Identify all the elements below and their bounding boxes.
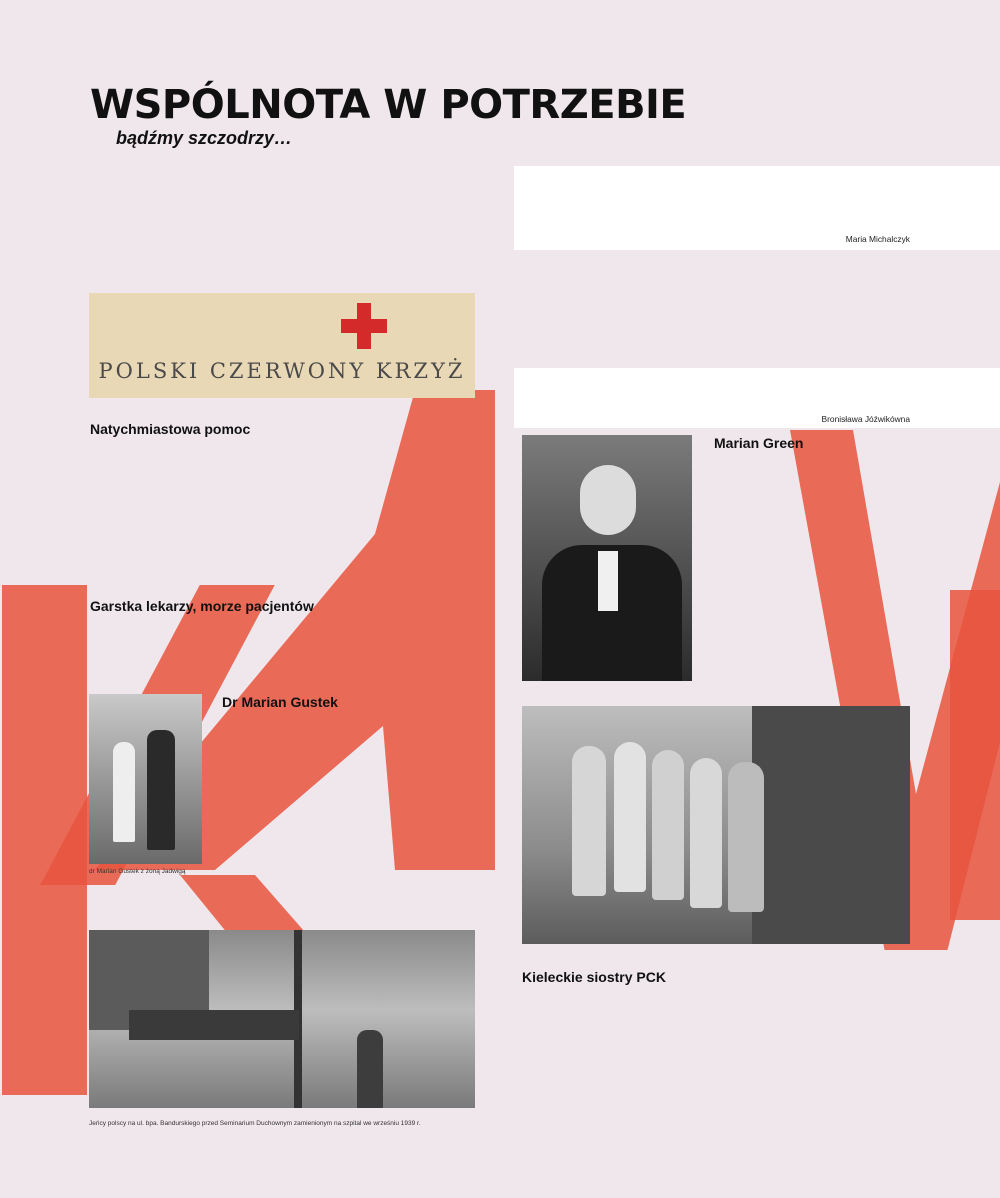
pck-logo-image (89, 293, 475, 398)
section-heading: Kieleckie siostry PCK (522, 969, 666, 985)
page-subtitle: bądźmy szczodrzy… (116, 128, 293, 148)
quote-author: Maria Michalczyk (845, 234, 910, 244)
quote-box (514, 166, 1000, 250)
quote-author: Bronisława Jóźwikówna (821, 414, 910, 424)
page-title: WSPÓLNOTA W POTRZEBIE (90, 82, 687, 128)
nurses-photo (522, 706, 910, 944)
section-heading: Garstka lekarzy, morze pacjentów (90, 598, 314, 614)
section-heading: Dr Marian Gustek (222, 694, 338, 710)
green-portrait-photo (522, 435, 692, 681)
gustek-photo (89, 694, 202, 864)
photo-caption: Jeńcy polscy na ul. bpa. Bandurskiego przed Seminarium Duchownym zamienionym na szpital we wrześniu 1939 r. (89, 1120, 421, 1127)
street-photo (89, 930, 475, 1108)
section-paragraph (90, 446, 475, 586)
photo-caption: dr Marian Gustek z żoną Jadwigą (89, 868, 186, 875)
section-paragraph (514, 266, 907, 361)
decorative-letter-stroke (950, 590, 1000, 920)
section-paragraph (90, 622, 475, 682)
section-paragraph (714, 458, 909, 673)
section-paragraph (522, 994, 910, 1054)
red-cross-icon (341, 303, 387, 349)
pck-logo-text: POLSKI CZERWONY KRZYŻ (98, 359, 466, 383)
quote-box (514, 368, 1000, 428)
section-heading: Natychmiastowa pomoc (90, 421, 251, 437)
intro-paragraph (90, 172, 475, 272)
section-heading: Marian Green (714, 435, 804, 451)
section-paragraph (222, 716, 475, 876)
section-paragraph (222, 885, 475, 915)
